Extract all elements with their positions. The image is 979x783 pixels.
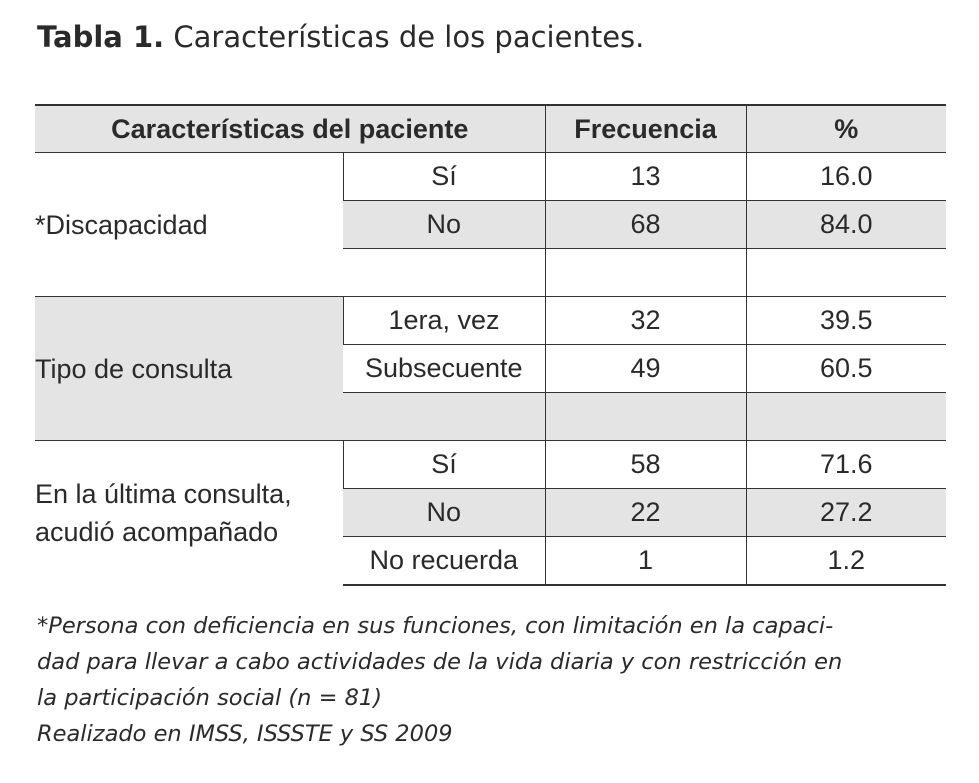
frequency-cell bbox=[545, 393, 746, 441]
category-cell: Tipo de consulta bbox=[35, 297, 343, 441]
patient-characteristics-table bbox=[35, 104, 946, 586]
table-row bbox=[35, 297, 946, 345]
frequency-cell: 1 bbox=[545, 537, 746, 586]
percent-cell: 60.5 bbox=[746, 345, 946, 393]
category-cell bbox=[35, 441, 343, 586]
frequency-cell: 22 bbox=[545, 489, 746, 537]
percent-cell: 39.5 bbox=[746, 297, 946, 345]
caption-text: Características de los pacientes. bbox=[164, 20, 645, 54]
table-row bbox=[35, 153, 946, 201]
percent-cell: 16.0 bbox=[746, 153, 946, 201]
subcategory-cell: No recuerda bbox=[343, 537, 545, 586]
frequency-cell: 68 bbox=[545, 201, 746, 249]
source-note: Realizado en IMSS, ISSSTE y SS 2009 bbox=[37, 721, 453, 747]
subcategory-cell bbox=[343, 393, 545, 441]
percent-cell: 27.2 bbox=[746, 489, 946, 537]
percent-cell bbox=[746, 393, 946, 441]
header-frequency: Frecuencia bbox=[545, 105, 746, 153]
table-footnotes bbox=[37, 608, 949, 752]
percent-cell bbox=[746, 249, 946, 297]
header-row bbox=[35, 105, 946, 153]
subcategory-cell: No bbox=[343, 489, 545, 537]
caption-lead: Tabla 1. bbox=[37, 20, 165, 54]
table-caption bbox=[37, 20, 644, 54]
subcategory-cell: Sí bbox=[343, 441, 545, 489]
frequency-cell: 58 bbox=[545, 441, 746, 489]
subcategory-cell: Subsecuente bbox=[343, 345, 545, 393]
header-percent: % bbox=[746, 105, 946, 153]
category-line-1: En la última consulta, bbox=[35, 479, 292, 509]
frequency-cell: 32 bbox=[545, 297, 746, 345]
subcategory-cell: 1era, vez bbox=[343, 297, 545, 345]
percent-cell: 71.6 bbox=[746, 441, 946, 489]
percent-cell: 84.0 bbox=[746, 201, 946, 249]
subcategory-cell: No bbox=[343, 201, 545, 249]
footnote-line: dad para llevar a cabo actividades de la vida diaria y con restricción en bbox=[37, 649, 843, 675]
header-characteristic: Características del paciente bbox=[35, 105, 545, 153]
frequency-cell: 49 bbox=[545, 345, 746, 393]
footnote-line: *Persona con deficiencia en sus funciones, con limitación en la capaci- bbox=[37, 613, 834, 639]
subcategory-cell bbox=[343, 249, 545, 297]
percent-cell: 1.2 bbox=[746, 537, 946, 586]
category-cell: *Discapacidad bbox=[35, 153, 343, 297]
table-row bbox=[35, 441, 946, 489]
frequency-cell bbox=[545, 249, 746, 297]
frequency-cell: 13 bbox=[545, 153, 746, 201]
subcategory-cell: Sí bbox=[343, 153, 545, 201]
category-line-2: acudió acompañado bbox=[35, 517, 279, 547]
footnote-line: la participación social (n = 81) bbox=[37, 685, 382, 711]
